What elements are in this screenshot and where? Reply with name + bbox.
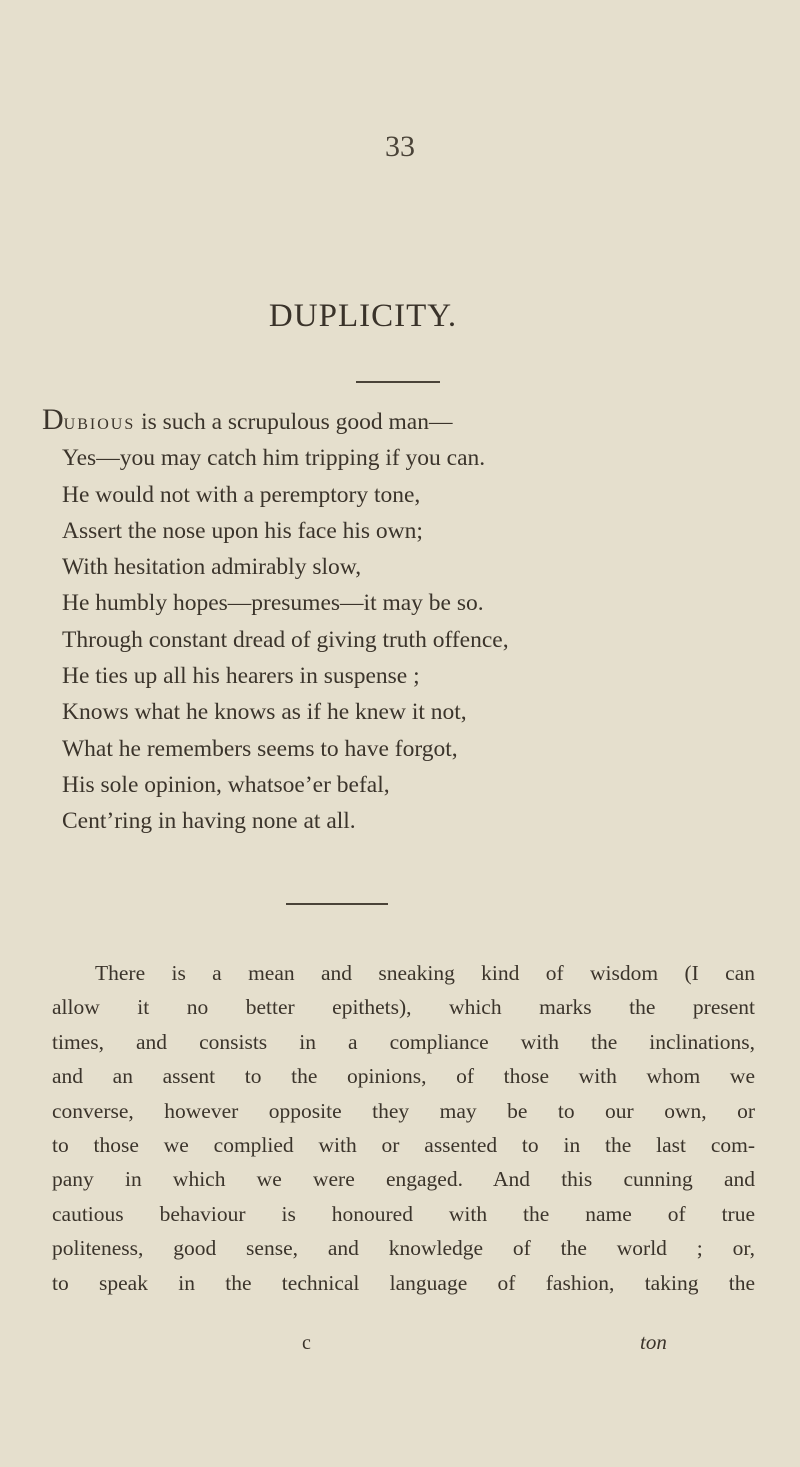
page-number: 33 bbox=[385, 130, 415, 163]
drop-cap: D bbox=[42, 403, 64, 436]
poem-line: His sole opinion, whatsoe’er befal, bbox=[62, 771, 390, 798]
poem-line: Cent’ring in having none at all. bbox=[62, 808, 356, 835]
paragraph-line: times, and consists in a compliance with the inclinations, bbox=[52, 1029, 755, 1054]
paragraph-line: allow it no better epithets), which marks the present bbox=[52, 995, 755, 1020]
poem-line: He ties up all his hearers in suspense ; bbox=[62, 663, 420, 690]
paragraph-line: and an assent to the opinions, of those with whom we bbox=[52, 1064, 755, 1089]
poem-line: Dubious is such a scrupulous good man— bbox=[42, 403, 453, 436]
poem bbox=[42, 404, 509, 840]
chapter-title: DUPLICITY. bbox=[268, 298, 458, 334]
poem-line: What he remembers seems to have forgot, bbox=[62, 735, 458, 762]
poem-line: He humbly hopes—presumes—it may be so. bbox=[62, 590, 484, 617]
paragraph-line: There is a mean and sneaking kind of wisdom (I can bbox=[95, 961, 755, 985]
poem-line: With hesitation admirably slow, bbox=[62, 554, 362, 581]
paragraph-line: converse, however opposite they may be to our own, or bbox=[52, 1098, 755, 1123]
paragraph-line: to those we complied with or assented to in the last com- bbox=[52, 1133, 755, 1158]
poem-line: Yes—you may catch him tripping if you can. bbox=[62, 445, 486, 472]
prose-paragraph bbox=[52, 956, 755, 1300]
poem-line: Knows what he knows as if he knew it not, bbox=[62, 699, 467, 726]
title-divider bbox=[356, 381, 440, 383]
signature-mark: c bbox=[302, 1332, 311, 1354]
poem-line: He would not with a peremptory tone, bbox=[62, 481, 421, 508]
paragraph-line: cautious behaviour is honoured with the name of true bbox=[52, 1201, 755, 1226]
paragraph-line: to speak in the technical language of fashion, taking the bbox=[52, 1270, 755, 1295]
poem-line: Through constant dread of giving truth offence, bbox=[62, 626, 509, 653]
paragraph-line: politeness, good sense, and knowledge of the world ; or, bbox=[52, 1236, 755, 1261]
catchword: ton bbox=[640, 1330, 667, 1354]
poem-line: Assert the nose upon his face his own; bbox=[62, 517, 423, 544]
section-divider bbox=[286, 903, 388, 905]
paragraph-line: pany in which we were engaged. And this cunning and bbox=[52, 1167, 755, 1192]
